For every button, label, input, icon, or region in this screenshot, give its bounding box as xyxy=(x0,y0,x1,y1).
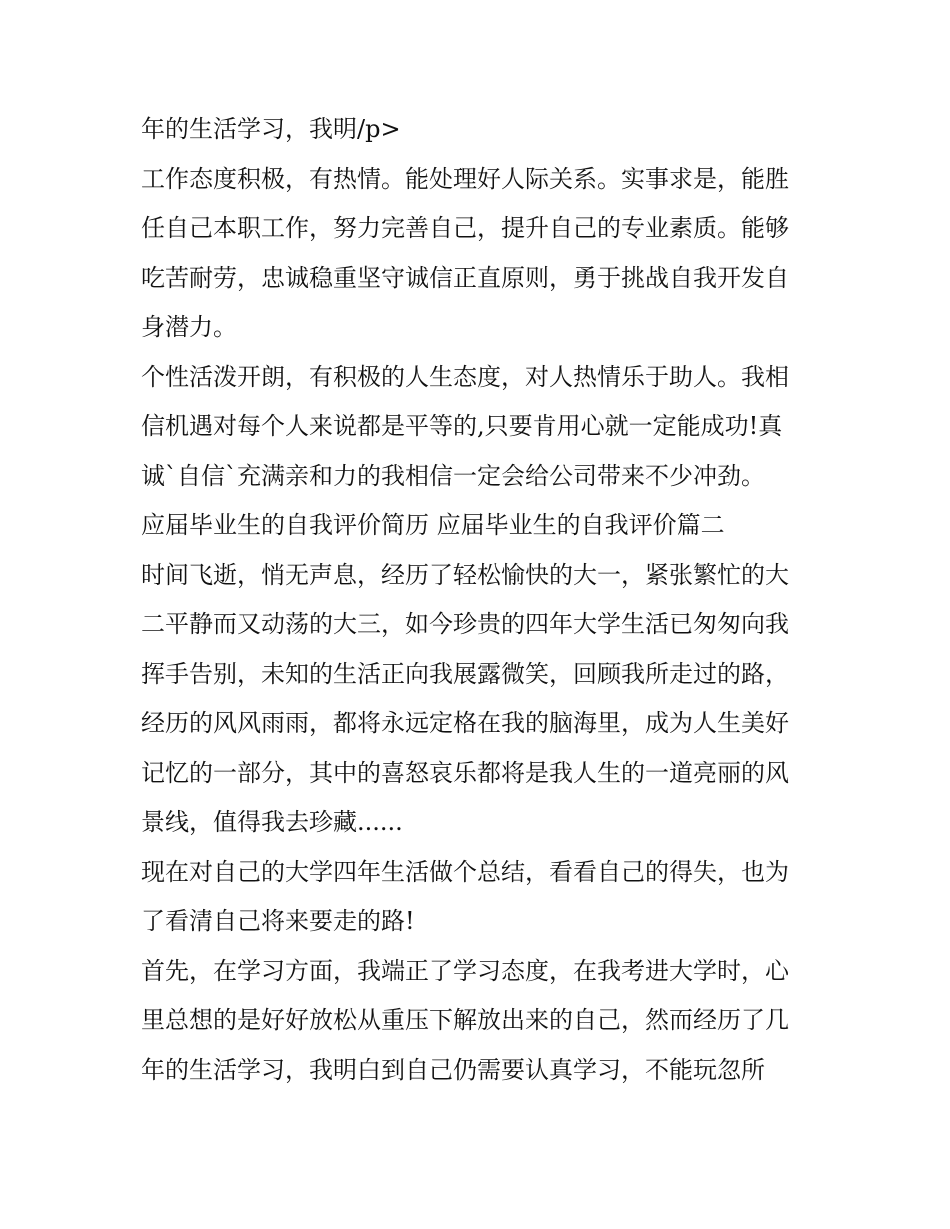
text-line: 挥手告别，未知的生活正向我展露微笑，回顾我所走过的路， xyxy=(141,659,789,688)
text-line: 身潜力。 xyxy=(141,313,237,341)
text-line: 现在对自己的大学四年生活做个总结，看看自己的得失，也为 xyxy=(141,857,789,886)
text-line: 任自己本职工作，努力完善自己，提升自己的专业素质。能够 xyxy=(141,214,789,242)
text-line: 记忆的一部分，其中的喜怒哀乐都将是我人生的一道亮丽的风 xyxy=(141,758,789,787)
text-line: 了看清自己将来要走的路! xyxy=(141,907,415,935)
text-line: 里总想的是好好放松从重压下解放出来的自己，然而经历了几 xyxy=(141,1006,789,1034)
text-line: 工作态度积极，有热情。能处理好人际关系。实事求是，能胜 xyxy=(141,164,789,193)
text-line: 年的生活学习，我明白到自己仍需要认真学习，不能玩忽所 xyxy=(141,1055,765,1084)
text-line: 个性活泼开朗，有积极的人生态度，对人热情乐于助人。我相 xyxy=(141,362,789,391)
document-body xyxy=(141,110,831,1100)
text-line: 吃苦耐劳，忠诚稳重坚守诚信正直原则，勇于挑战自我开发自 xyxy=(141,263,789,292)
text-line: 二平静而又动荡的大三，如今珍贵的四年大学生活已匆匆向我 xyxy=(141,610,789,638)
text-line: 经历的风风雨雨，都将永远定格在我的脑海里，成为人生美好 xyxy=(141,709,789,737)
text-line: 时间飞逝，悄无声息，经历了轻松愉快的大一，紧张繁忙的大 xyxy=(141,560,789,589)
text-line: 信机遇对每个人来说都是平等的,只要肯用心就一定能成功!真 xyxy=(141,412,783,440)
section-heading: 应届毕业生的自我评价简历 应届毕业生的自我评价篇二 xyxy=(141,511,725,539)
text-line: 诚`自信`充满亲和力的我相信一定会给公司带来不少冲劲。 xyxy=(141,461,765,490)
text-line: 景线，值得我去珍藏...... xyxy=(141,808,403,836)
text-line: 年的生活学习，我明/p> xyxy=(141,115,401,143)
text-line: 首先，在学习方面，我端正了学习态度，在我考进大学时，心 xyxy=(141,956,789,985)
